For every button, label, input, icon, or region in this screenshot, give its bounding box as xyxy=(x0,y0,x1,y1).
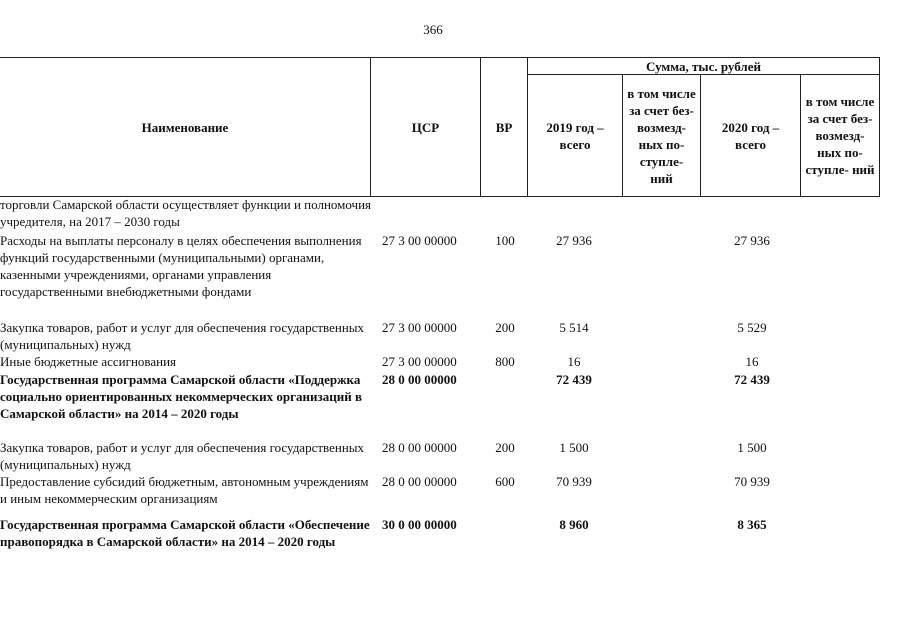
row-csr: 27 3 00 00000 xyxy=(382,354,457,369)
table-header xyxy=(0,57,880,197)
row-name: Закупка товаров, работ и услуг для обеспечения государственных (муниципальных) нужд xyxy=(0,440,365,472)
row-2019: 8 960 xyxy=(559,517,589,532)
row-vr: 600 xyxy=(495,474,515,489)
row-2019: 16 xyxy=(567,354,581,369)
row-2019: 72 439 xyxy=(556,372,592,387)
row-vr: 100 xyxy=(495,233,515,248)
row-2019: 5 514 xyxy=(559,320,589,335)
row-csr: 30 0 00 00000 xyxy=(382,517,457,532)
row-name: Иные бюджетные ассигнования xyxy=(0,354,177,369)
row-csr: 28 0 00 00000 xyxy=(382,372,457,387)
page-number: 366 xyxy=(423,22,443,37)
row-2020: 16 xyxy=(745,354,759,369)
row-2020: 70 939 xyxy=(734,474,770,489)
header-2020-free: в том числе за счет без- возмезд- ных по- ступле- ний xyxy=(805,94,875,177)
row-vr: 800 xyxy=(495,354,515,369)
row-2019: 27 936 xyxy=(556,233,592,248)
row-2020: 5 529 xyxy=(737,320,767,335)
row-csr: 27 3 00 00000 xyxy=(382,320,457,335)
row-vr: 200 xyxy=(495,440,515,455)
header-csr: ЦСР xyxy=(411,119,440,135)
row-name: Государственная программа Самарской области «Обеспечение правопорядка в Самарской области» на 2014 – 2020 годы xyxy=(0,517,370,549)
row-2020: 1 500 xyxy=(737,440,767,455)
row-csr: 28 0 00 00000 xyxy=(382,474,457,489)
row-2020: 27 936 xyxy=(734,233,770,248)
row-csr: 27 3 00 00000 xyxy=(382,233,457,248)
row-2019: 70 939 xyxy=(556,474,592,489)
row-name: Закупка товаров, работ и услуг для обеспечения государственных (муниципальных) нужд xyxy=(0,320,365,352)
header-vr: ВР xyxy=(495,119,513,135)
row-2019: 1 500 xyxy=(559,440,589,455)
row-name: Расходы на выплаты персоналу в целях обеспечения выполнения функций государственными (муниципальными) органами, казенными учреждениями, органами управления государственными внебюджетными фондами xyxy=(0,233,362,299)
row-vr: 200 xyxy=(495,320,515,335)
header-2019-free: в том числе за счет без- возмезд- ных по- ступле- ний xyxy=(627,85,696,186)
header-name: Наименование xyxy=(141,119,229,135)
row-name: торговли Самарской области осуществляет функции и полномочия учредителя, на 2017 – 2030 годы xyxy=(0,197,372,229)
header-2020-total: 2020 год – всего xyxy=(721,119,780,152)
header-sum: Сумма, тыс. рублей xyxy=(646,58,761,74)
header-2019-total: 2019 год – всего xyxy=(546,119,604,152)
row-name: Предоставление субсидий бюджетным, автономным учреждениям и иным некоммерческим организациям xyxy=(0,474,369,506)
row-name: Государственная программа Самарской области «Поддержка социально ориентированных некоммерческих организаций в Самарской области» на 2014 – 2020 годы xyxy=(0,372,362,421)
row-2020: 8 365 xyxy=(737,517,767,532)
row-2020: 72 439 xyxy=(734,372,770,387)
row-csr: 28 0 00 00000 xyxy=(382,440,457,455)
